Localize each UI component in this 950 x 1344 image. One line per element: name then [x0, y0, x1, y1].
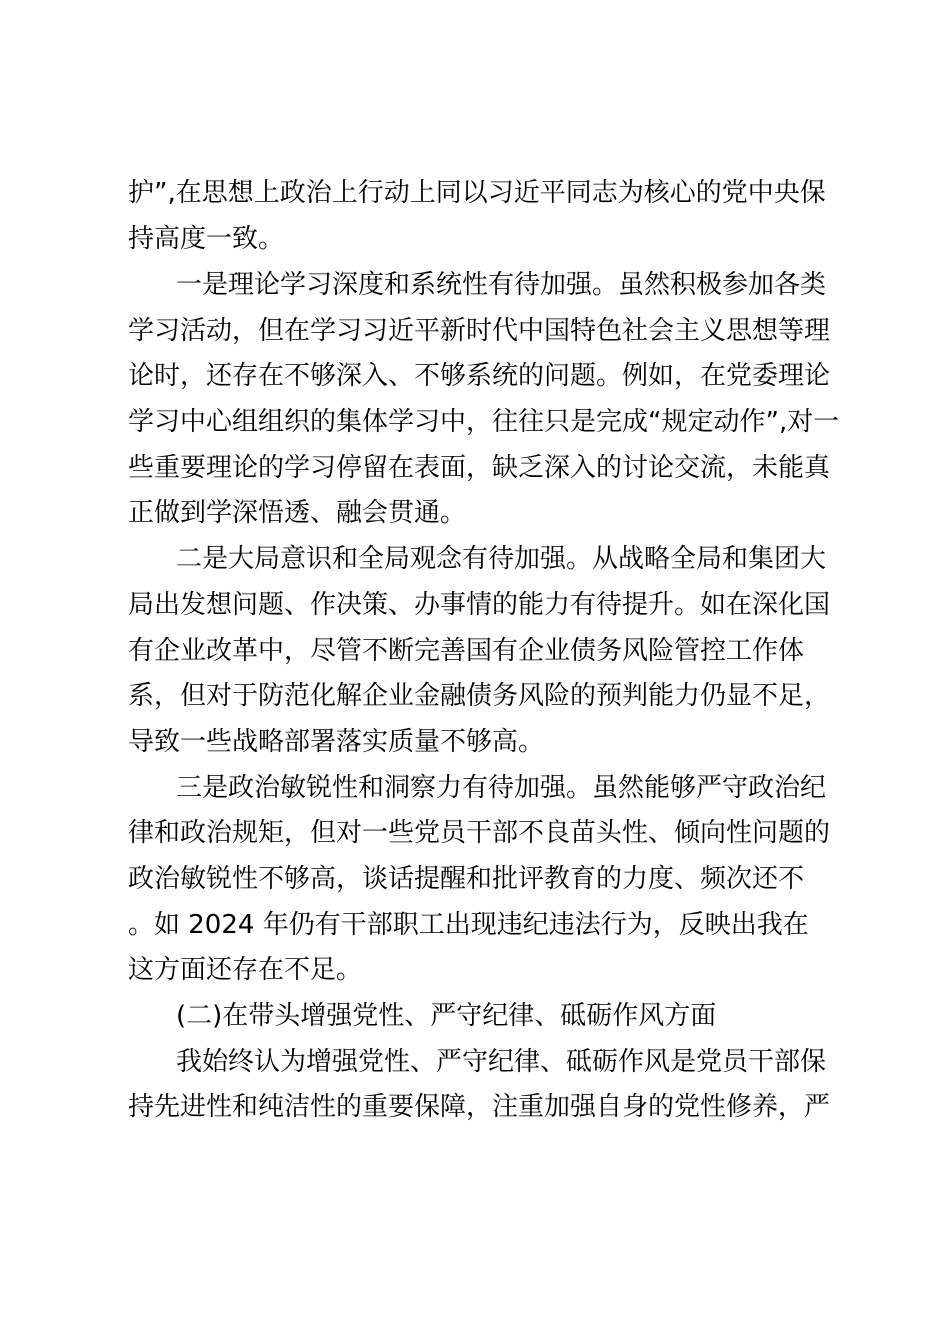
- text-line: 律和政治规矩，但对一些党员干部不良苗头性、倾向性问题的: [128, 818, 831, 848]
- text-line: 学习中心组组织的集体学习中，往往只是完成“规定动作”,对一: [128, 407, 840, 437]
- text-line: 些重要理论的学习停留在表面，缺乏深入的讨论交流，未能真: [128, 453, 831, 483]
- paragraph-first-line: 一是理论学习深度和系统性有待加强。虽然积极参加各类: [176, 270, 827, 300]
- text-line: 局出发想问题、作决策、办事情的能力有待提升。如在深化国: [128, 590, 831, 620]
- text-line: 持高度一致。: [128, 224, 285, 254]
- text-line: 持先进性和纯洁性的重要保障，注重加强自身的党性修养，严: [128, 1092, 831, 1122]
- paragraph-first-line: 我始终认为增强党性、严守纪律、砥砺作风是党员干部保: [176, 1047, 827, 1077]
- text-line: 政治敏锐性不够高，谈话提醒和批评教育的力度、频次还不: [128, 864, 805, 894]
- text-line: 论时，还存在不够深入、不够系统的问题。例如，在党委理论: [128, 361, 831, 391]
- text-line: 系，但对于防范化解企业金融债务风险的预判能力仍显不足，: [128, 681, 831, 711]
- text-line: 有企业改革中，尽管不断完善国有企业债务风险管控工作体: [128, 636, 805, 666]
- text-line: 导致一些战略部署落实质量不够高。: [128, 727, 545, 757]
- text-line: 学习活动，但在学习习近平新时代中国特色社会主义思想等理: [128, 316, 831, 346]
- text-line: 。如 2024 年仍有干部职工出现违纪违法行为，反映出我在: [128, 910, 809, 940]
- text-line: 这方面还存在不足。: [128, 955, 363, 985]
- paragraph-first-line: 三是政治敏锐性和洞察力有待加强。虽然能够严守政治纪: [176, 773, 827, 803]
- text-line: 正做到学深悟透、融会贯通。: [128, 498, 467, 528]
- paragraph-first-line: 二是大局意识和全局观念有待加强。从战略全局和集团大: [176, 544, 827, 574]
- text-line: 护”,在思想上政治上行动上同以习近平同志为核心的党中央保: [128, 178, 826, 208]
- section-heading: (二)在带头增强党性、严守纪律、砥砺作风方面: [176, 1001, 717, 1031]
